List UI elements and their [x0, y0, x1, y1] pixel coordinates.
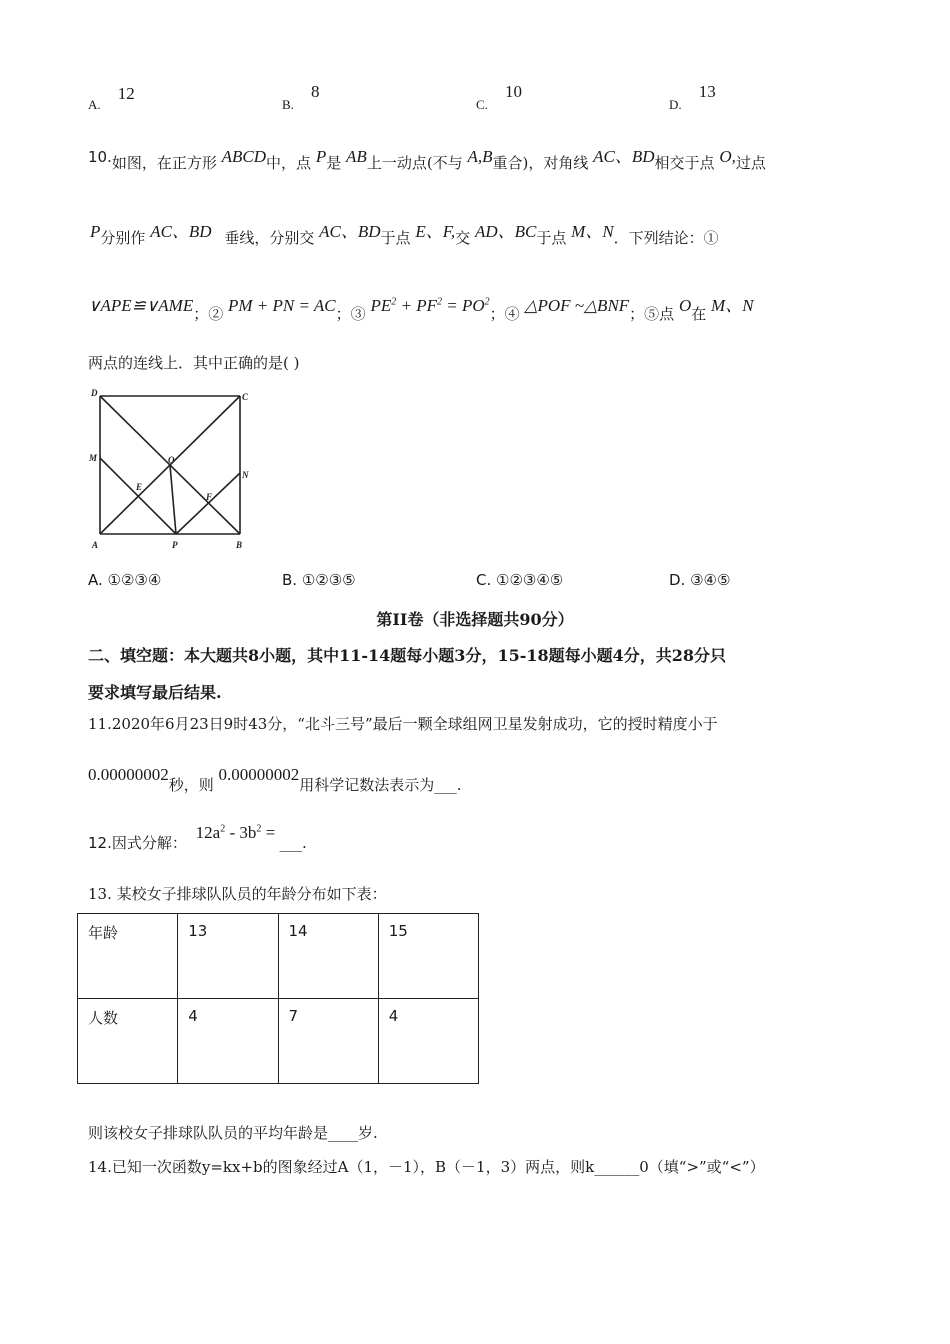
superscript: 2 [256, 823, 262, 835]
q10-line3 [88, 291, 754, 323]
q10-option-b[interactable]: B. ①②③⑤ [282, 571, 356, 589]
table-cell: 13 [178, 914, 278, 999]
math: P [315, 147, 327, 166]
option-value: 8 [311, 82, 320, 101]
label-n: N [242, 470, 249, 480]
q10-line4: 两点的连线上．其中正确的是( ) [88, 354, 300, 372]
text: ；⑤点 [629, 305, 675, 323]
option-letter: C. [476, 97, 488, 112]
text: 于点 [536, 229, 567, 247]
q11-line1: 11.2020年6月23日9时43分，“北斗三号”最后一颗全球组网卫星发射成功，它的授时精度小于 [88, 715, 718, 733]
math: AC、BD [150, 222, 212, 241]
table-row [78, 914, 479, 999]
math: ∨APE≌∨AME [88, 296, 194, 315]
q9-option-d[interactable] [669, 82, 716, 112]
square-geometry-figure [84, 386, 256, 552]
text: ．下列结论：① [613, 229, 719, 247]
math: 0.00000002 [218, 765, 300, 784]
math: AC、BD [593, 147, 655, 166]
table-cell: 7 [278, 999, 378, 1084]
text: 交 [455, 229, 471, 247]
math-part: = [261, 823, 280, 842]
label-b: B [236, 540, 243, 550]
text: 中，点 [266, 154, 312, 172]
option-letter: D. [669, 97, 682, 112]
math: ABCD [221, 147, 267, 166]
math: △POF ~△BNF [524, 296, 630, 315]
q10-option-d[interactable]: D. ③④⑤ [669, 571, 731, 589]
text: 如图，在正方形 [111, 154, 217, 172]
q13-question: 则该校女子排球队队员的平均年龄是____岁. [88, 1124, 378, 1142]
math: O, [719, 147, 736, 166]
label-m: M [89, 453, 98, 463]
text: ；④ [489, 305, 520, 323]
text: ；③ [335, 305, 366, 323]
math: A,B [467, 147, 493, 166]
text: 过点 [735, 154, 766, 172]
table-cell: 4 [178, 999, 278, 1084]
option-value: 10 [505, 82, 523, 101]
table-cell: 15 [378, 914, 478, 999]
superscript: 2 [484, 296, 490, 308]
section2-line1: 二、填空题：本大题共8小题，其中11-14题每小题3分，15-18题每小题4分，共28分只 [88, 646, 727, 665]
table-cell: 年龄 [78, 914, 178, 999]
q13-intro: 13. 某校女子排球队队员的年龄分布如下表： [88, 885, 387, 903]
q11-line2 [88, 764, 462, 794]
label-c: C [242, 392, 249, 402]
text: 是 [326, 154, 342, 172]
text: 秒，则 [168, 776, 214, 794]
math-part: PE [370, 296, 392, 315]
text: 于点 [380, 229, 411, 247]
math: M、N [711, 296, 754, 315]
q10-line1 [88, 142, 766, 172]
superscript: 2 [220, 823, 226, 835]
math-part: = PO [441, 296, 485, 315]
age-distribution-table [77, 913, 479, 1084]
label-f: F [206, 492, 213, 502]
table-cell: 人数 [78, 999, 178, 1084]
label-p: P [172, 540, 178, 550]
q10-option-a[interactable]: A. ①②③④ [88, 571, 162, 589]
text: ；② [193, 305, 224, 323]
math: AB [346, 147, 367, 166]
math-part: 12a [195, 823, 221, 842]
label-d: D [91, 388, 98, 398]
math-part: - 3b [225, 823, 257, 842]
q14: 14.已知一次函数y=kx+b的图象经过A（1，－1），B（－1，3）两点，则k______0（填“>”或“<”） [88, 1158, 765, 1176]
superscript: 2 [436, 296, 442, 308]
label-e: E [136, 482, 143, 492]
math: E、F, [415, 222, 456, 241]
math: M、N [571, 222, 614, 241]
option-letter: B. [282, 97, 294, 112]
text: 分别作 [100, 229, 146, 247]
answer-blank[interactable]: ___. [279, 834, 307, 852]
q9-option-c[interactable] [476, 82, 523, 112]
text: 上一动点(不与 [366, 154, 463, 172]
q12 [88, 822, 307, 852]
text: 垂线，分别交 [224, 229, 315, 247]
option-value: 13 [698, 82, 716, 101]
part2-title: 第II卷（非选择题共90分） [376, 610, 574, 629]
table-cell: 4 [378, 999, 478, 1084]
math: O [678, 296, 692, 315]
option-value: 12 [117, 84, 135, 103]
math: PM + PN = AC [228, 296, 336, 315]
math: AC、BD [319, 222, 381, 241]
math: P [90, 222, 101, 241]
table-cell: 14 [278, 914, 378, 999]
q10-line2 [90, 217, 719, 247]
label-a: A [92, 540, 99, 550]
line-op [170, 465, 176, 534]
table-row [78, 999, 479, 1084]
text: 相交于点 [654, 154, 715, 172]
q9-option-b[interactable] [282, 82, 320, 112]
math [196, 823, 280, 842]
text: 12.因式分解： [88, 834, 187, 852]
text: 在 [691, 305, 707, 323]
superscript: 2 [391, 296, 397, 308]
text: 重合)，对角线 [492, 154, 589, 172]
q9-option-a[interactable] [88, 84, 135, 112]
math [370, 296, 489, 315]
math-part: + PF [396, 296, 437, 315]
text: 用科学记数法表示为___. [299, 776, 462, 794]
math: AD、BC [474, 222, 537, 241]
section2-line2: 要求填写最后结果. [88, 683, 222, 702]
q10-option-c[interactable]: C. ①②③④⑤ [476, 571, 564, 589]
label-o: O [168, 455, 175, 465]
question-number: 10. [88, 148, 112, 166]
math: 0.00000002 [88, 765, 169, 784]
option-letter: A. [88, 97, 101, 112]
